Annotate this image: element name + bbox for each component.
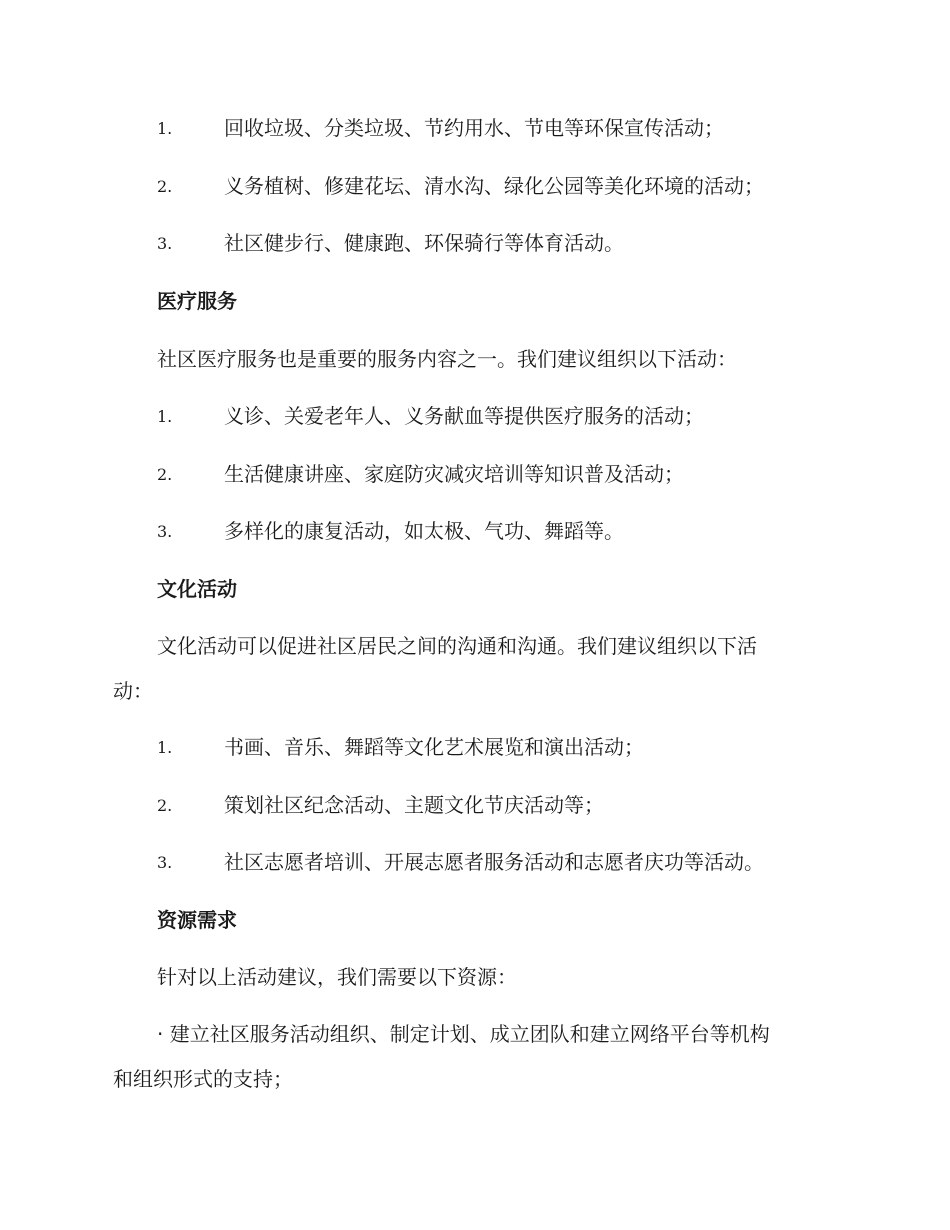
- list-item: 书画、音乐、舞蹈等文化艺术展览和演出活动；: [224, 735, 644, 759]
- paragraph: 社区医疗服务也是重要的服务内容之一。我们建议组织以下活动：: [157, 347, 737, 371]
- list-number: 2.: [157, 796, 173, 815]
- list-number: 2.: [157, 177, 173, 196]
- list-item: 社区健步行、健康跑、环保骑行等体育活动。: [224, 231, 624, 255]
- list-item: 多样化的康复活动，如太极、气功、舞蹈等。: [224, 519, 624, 543]
- list-number: 1.: [157, 738, 173, 757]
- list-item: 义务植树、修建花坛、清水沟、绿化公园等美化环境的活动；: [224, 174, 764, 198]
- list-item: 义诊、关爱老年人、义务献血等提供医疗服务的活动；: [224, 404, 704, 428]
- paragraph-continuation: 动：: [113, 679, 153, 703]
- paragraph: 文化活动可以促进社区居民之间的沟通和沟通。我们建议组织以下活: [157, 634, 757, 658]
- list-number: 2.: [157, 465, 173, 484]
- bullet-item-continuation: 和组织形式的支持；: [113, 1067, 293, 1091]
- list-number: 3.: [157, 234, 173, 253]
- list-item: 社区志愿者培训、开展志愿者服务活动和志愿者庆功等活动。: [224, 850, 764, 874]
- list-number: 3.: [157, 853, 173, 872]
- list-number: 1.: [157, 407, 173, 426]
- section-heading: 资源需求: [157, 908, 237, 932]
- list-item: 回收垃圾、分类垃圾、节约用水、节电等环保宣传活动；: [224, 116, 724, 140]
- list-item: 生活健康讲座、家庭防灾减灾培训等知识普及活动；: [224, 462, 684, 486]
- section-heading: 文化活动: [157, 577, 237, 601]
- bullet-item: · 建立社区服务活动组织、制定计划、成立团队和建立网络平台等机构: [157, 1022, 770, 1046]
- section-heading: 医疗服务: [157, 289, 237, 313]
- list-number: 3.: [157, 522, 173, 541]
- list-number: 1.: [157, 119, 173, 138]
- list-item: 策划社区纪念活动、主题文化节庆活动等；: [224, 793, 604, 817]
- paragraph: 针对以上活动建议，我们需要以下资源：: [157, 965, 517, 989]
